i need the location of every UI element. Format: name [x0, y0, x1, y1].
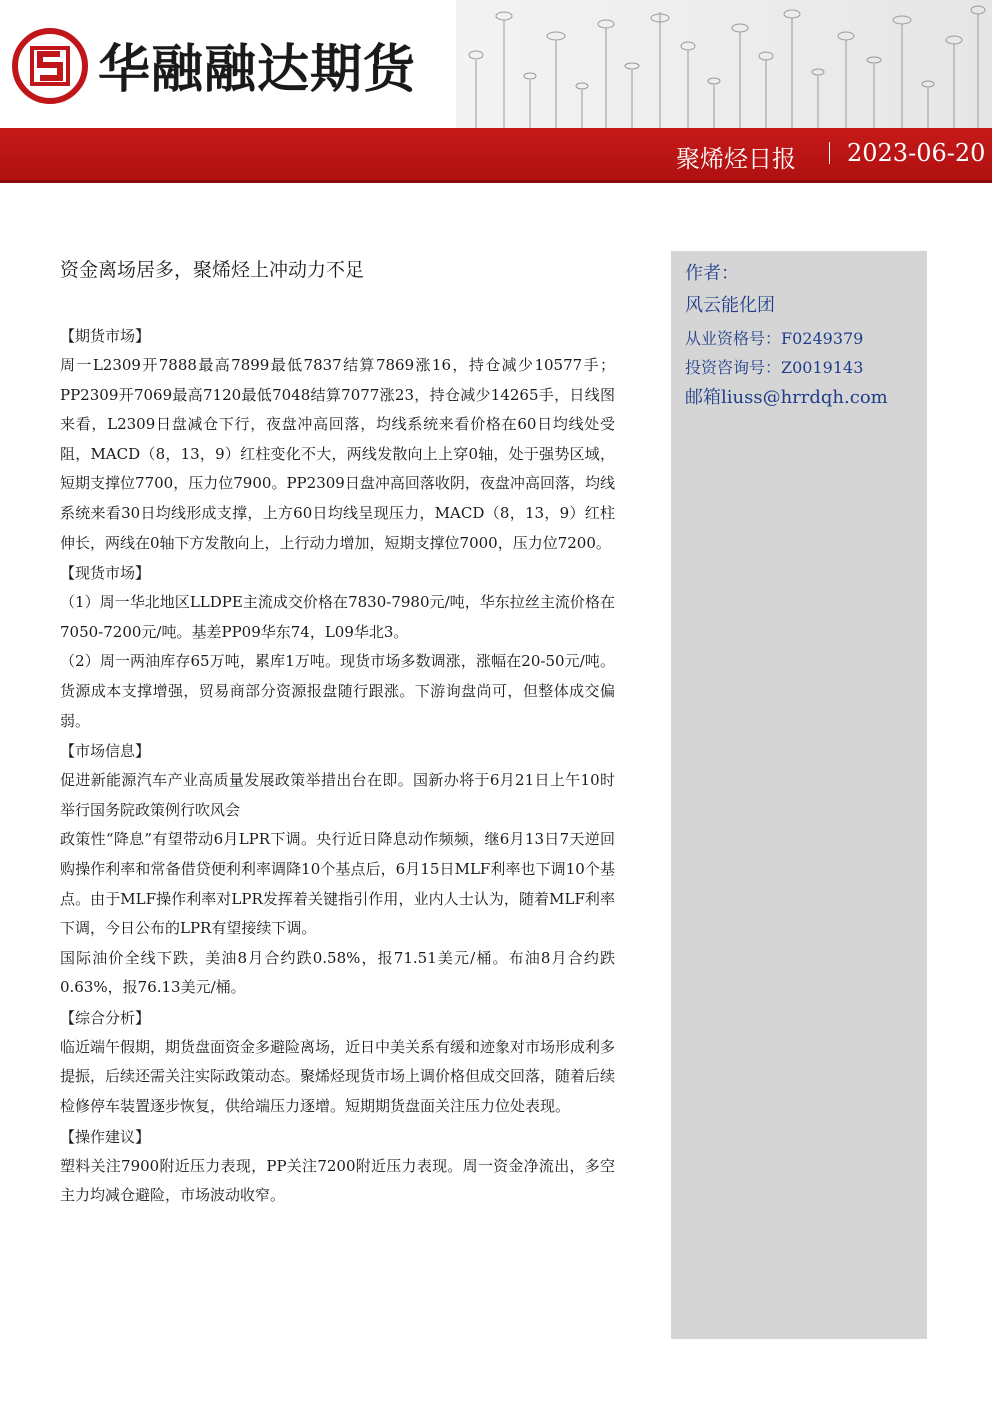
company-logo-icon	[12, 28, 88, 104]
paragraph: 周一L2309开7888最高7899最低7837结算7869涨16，持仓减少10577手；PP2309开7069最高7120最低7048结算7077涨23，持仓减少14265手，日线图来看，L2309日盘减仓下行，夜盘冲高回落，均线系统来看价格在60日均线处受阻，MACD（8，13，9）红柱变化不大，两线发散向上上穿0轴，处于强势区域，短期支撑位7700，压力位7900。PP2309日盘冲高回落收阴，夜盘冲高回落，均线系统来看30日均线形成支撑，上方60日均线呈现压力，MACD（8，13，9）红柱伸长，两线在0轴下方发散向上，上行动力增加，短期支撑位7000，压力位7200。	[60, 356, 615, 552]
paragraph: （2）周一两油库存65万吨，累库1万吨。现货市场多数调涨，涨幅在20-50元/吨。货源成本支撑增强，贸易商部分资源报盘随行跟涨。下游询盘尚可，但整体成交偏弱。	[60, 652, 615, 730]
section-analysis	[60, 1003, 615, 1122]
section-spot-market	[60, 558, 615, 736]
section-market-info	[60, 736, 615, 1003]
author-label: 作者：	[685, 263, 739, 284]
paragraph: （1）周一华北地区LLDPE主流成交价格在7830-7980元/吨，华东拉丝主流价格在7050-7200元/吨。基差PP09华东74，L09华北3。	[60, 593, 615, 641]
paragraph: 塑料关注7900附近压力表现，PP关注7200附近压力表现。周一资金净流出，多空主力均减仓避险，市场波动收窄。	[60, 1156, 615, 1205]
report-type: 聚烯烃日报	[676, 145, 796, 173]
qualification-number: 从业资格号：F0249379	[685, 329, 864, 348]
paragraph: 促进新能源汽车产业高质量发展政策举措出台在即。国新办将于6月21日上午10时举行国务院政策例行吹风会	[60, 771, 615, 819]
section-title: 【综合分析】	[60, 1008, 151, 1027]
section-title: 【操作建议】	[60, 1127, 151, 1146]
author-name: 风云能化团	[685, 295, 775, 316]
header-band	[0, 128, 992, 183]
company-name: 华融融达期货	[98, 40, 417, 100]
report-header	[0, 0, 992, 185]
article-body	[60, 255, 615, 1211]
paragraph: 政策性“降息”有望带动6月LPR下调。央行近日降息动作频频，继6月13日7天逆回购操作利率和常备借贷便利利率调降10个基点后，6月15日MLF利率也下调10个基点。由于MLF操作利率对LPR发挥着关键指引作用，业内人士认为，随着MLF利率下调，今日公布的LPR有望接续下调。	[60, 830, 615, 938]
author-email: 邮箱liuss@hrrdqh.com	[685, 387, 888, 408]
report-date: 2023-06-20	[847, 139, 986, 167]
section-title: 【现货市场】	[60, 564, 151, 583]
consulting-number: 投资咨询号：Z0019143	[685, 358, 864, 377]
decorative-pattern	[456, 0, 992, 128]
section-title: 【市场信息】	[60, 742, 151, 761]
header-divider	[829, 142, 830, 164]
section-recommendation	[60, 1122, 615, 1211]
paragraph: 临近端午假期，期货盘面资金多避险离场，近日中美关系有缓和迹象对市场形成利多提振，后续还需关注实际政策动态。聚烯烃现货市场上调价格但成交回落，随着后续检修停车装置逐步恢复，供给端压力逐增。短期期货盘面关注压力位处表现。	[60, 1037, 616, 1116]
section-title: 【期货市场】	[60, 327, 151, 345]
article-headline: 资金离场居多，聚烯烃上冲动力不足	[60, 259, 365, 281]
author-sidebar	[671, 251, 927, 1339]
paragraph: 国际油价全线下跌，美油8月合约跌0.58%，报71.51美元/桶。布油8月合约跌0.63%，报76.13美元/桶。	[60, 948, 615, 997]
section-futures-market	[60, 321, 615, 558]
